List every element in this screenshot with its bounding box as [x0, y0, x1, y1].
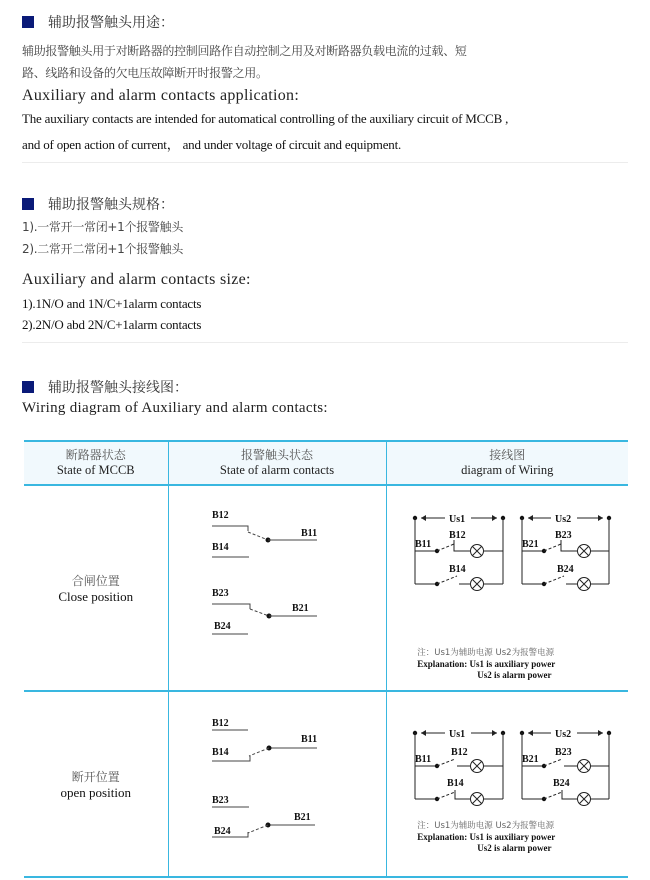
label-us1: Us1 [448, 728, 465, 740]
circuit-us1 [412, 729, 504, 806]
note-en-2: Us2 is alarm power [477, 669, 552, 680]
note-cn: 注：Us1为辅助电源 Us2为报警电源 [417, 647, 555, 658]
header-en: diagram of Wiring [461, 463, 554, 477]
table-header-row [24, 441, 628, 485]
label-us2: Us2 [554, 728, 571, 740]
circuit-us2 [519, 514, 610, 591]
application-cn-line-1: 辅助报警触头用于对断路器的控制回路作自动控制之用及对断路器负载电流的过载、短 [22, 44, 467, 58]
heading-text: 辅助报警触头用途： [48, 15, 174, 31]
switch-blade [248, 532, 268, 540]
section-heading-wiring [22, 377, 188, 397]
label-b21: B21 [521, 538, 539, 550]
label-b23: B23 [554, 529, 572, 541]
label-b14: B14 [211, 542, 229, 553]
wiring-table [24, 440, 628, 878]
header-mccb-state [24, 441, 168, 485]
state-cn: 合闸位置 [71, 573, 120, 588]
label-b24: B24 [213, 621, 231, 632]
state-cell [24, 485, 168, 691]
explanation-note [417, 648, 597, 681]
size-cn-item-1: 1).一常开一常闭+1个报警触头 [22, 220, 184, 234]
label-us1: Us1 [448, 513, 465, 525]
wiring-circuit-diagram-closed [387, 496, 629, 646]
header-alarm-state [168, 441, 386, 485]
header-cn: 报警触头状态 [240, 448, 313, 462]
switch-blade [249, 748, 269, 756]
bullet-square-icon [22, 16, 34, 28]
header-wiring-diagram [386, 441, 628, 485]
label-b12: B12 [211, 718, 229, 729]
application-en-title: Auxiliary and alarm contacts application: [22, 87, 300, 104]
heading-text: 辅助报警触头规格： [48, 197, 174, 213]
label-b23: B23 [554, 746, 572, 758]
wiring-diagram-cell [386, 485, 628, 691]
label-b14: B14 [448, 563, 466, 575]
size-en-item-1: 1).1N/O and 1N/C+1alarm contacts [22, 296, 202, 311]
bullet-square-icon [22, 381, 34, 393]
state-en: open position [60, 784, 131, 800]
heading-text: 辅助报警触头接线图： [48, 380, 188, 396]
state-en: Close position [58, 588, 134, 604]
header-cn: 断路器状态 [65, 448, 126, 462]
contact-diagram-cell [168, 485, 386, 691]
application-cn-line-2: 路、线路和设备的欠电压故障断开时报警之用。 [22, 66, 268, 80]
label-b11: B11 [414, 538, 431, 550]
label-b21: B21 [293, 812, 311, 823]
wiring-en-title: Wiring diagram of Auxiliary and alarm contacts: [22, 400, 328, 416]
switch-blade [248, 825, 268, 833]
note-cn: 注：Us1为辅助电源 Us2为报警电源 [417, 820, 555, 831]
label-b23: B23 [211, 588, 229, 599]
contact-switch-diagram-open [169, 692, 387, 872]
header-en: State of MCCB [56, 463, 135, 477]
application-en-line-2: and of open action of current， and under voltage of circuit and equipment. [22, 137, 402, 152]
size-en-item-2: 2).2N/O abd 2N/C+1alarm contacts [22, 317, 202, 332]
table-row [24, 485, 628, 691]
label-b12: B12 [450, 746, 468, 758]
size-en-title: Auxiliary and alarm contacts size: [22, 271, 251, 288]
contact-switch-diagram-closed [169, 486, 387, 686]
label-b23: B23 [211, 795, 229, 806]
section-heading-size [22, 194, 174, 214]
label-b11: B11 [300, 528, 317, 539]
contact-diagram-cell [168, 691, 386, 877]
label-us2: Us2 [554, 513, 571, 525]
label-b21: B21 [521, 753, 539, 765]
state-cn: 断开位置 [71, 769, 120, 784]
circuit-us1 [412, 514, 504, 591]
note-en-1: Explanation: Us1 is auxiliary power [417, 831, 556, 842]
wiring-circuit-diagram-open [387, 715, 629, 815]
label-b14: B14 [446, 777, 464, 789]
divider [22, 162, 628, 163]
label-b24: B24 [552, 777, 570, 789]
label-b24: B24 [556, 563, 574, 575]
label-b12: B12 [448, 529, 466, 541]
application-en-line-1: The auxiliary contacts are intended for automatical controlling of the auxiliary circuit of MCCB , [22, 111, 509, 126]
section-heading-application [22, 12, 174, 32]
state-cell [24, 691, 168, 877]
label-b21: B21 [291, 603, 309, 614]
label-b24: B24 [213, 826, 231, 837]
label-b14: B14 [211, 747, 229, 758]
label-b12: B12 [211, 510, 229, 521]
explanation-note [417, 821, 597, 854]
header-en: State of alarm contacts [219, 463, 335, 477]
size-cn-item-2: 2).二常开二常闭+1个报警触头 [22, 242, 184, 256]
note-en-1: Explanation: Us1 is auxiliary power [417, 658, 556, 669]
note-en-2: Us2 is alarm power [477, 842, 552, 853]
switch-blade [250, 609, 269, 616]
circuit-us2 [519, 729, 610, 806]
header-cn: 接线图 [489, 448, 526, 462]
wiring-diagram-cell [386, 691, 628, 877]
table-row [24, 691, 628, 877]
label-b11: B11 [300, 734, 317, 745]
wire-b23 [212, 604, 250, 609]
wire-b12 [212, 526, 248, 531]
divider [22, 342, 628, 343]
bullet-square-icon [22, 198, 34, 210]
label-b11: B11 [414, 753, 431, 765]
